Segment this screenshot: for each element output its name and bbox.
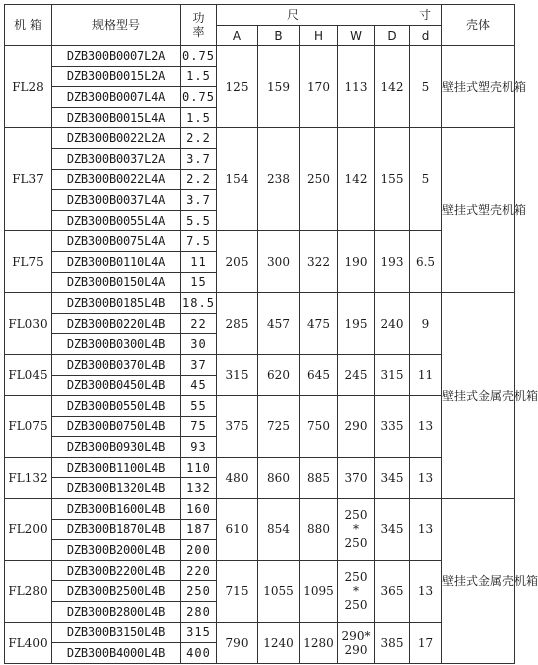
header-dim-w: W: [338, 26, 375, 46]
dim-d-cell: 6.5: [410, 231, 442, 293]
power-cell: 15: [181, 272, 217, 293]
dim-b-cell: 620: [258, 354, 300, 395]
dim-a-cell: 125: [217, 46, 258, 128]
header-dim-b: B: [258, 26, 300, 46]
model-cell: DZB300B0075L4A: [52, 231, 181, 252]
dim-w-cell: [338, 46, 375, 128]
dim-w-cell: [338, 622, 375, 663]
table-row: [5, 128, 515, 149]
dim-depth-cell: 345: [375, 457, 410, 498]
header-dim-d-depth: D: [375, 26, 410, 46]
dim-w-cell: [338, 396, 375, 458]
shell-cell: 壁挂式塑壳机箱: [442, 128, 515, 293]
header-power-line2: 率: [192, 25, 205, 39]
table-row: [5, 354, 515, 375]
power-cell: 30: [181, 334, 217, 355]
cabinet-cell: FL400: [5, 622, 52, 663]
model-cell: DZB300B0750L4B: [52, 416, 181, 437]
model-cell: DZB300B1100L4B: [52, 457, 181, 478]
model-cell: DZB300B1600L4B: [52, 499, 181, 520]
model-cell: DZB300B0022L2A: [52, 128, 181, 149]
power-cell: 315: [181, 622, 217, 643]
dim-d-cell: 17: [410, 622, 442, 663]
dim-h-cell: 475: [300, 293, 338, 355]
power-cell: 200: [181, 540, 217, 561]
dim-d-cell: 13: [410, 560, 442, 622]
dim-h-cell: 250: [300, 128, 338, 231]
cabinet-cell: FL28: [5, 46, 52, 128]
header-dim-d: d: [410, 26, 442, 46]
dim-w-line: 290*: [341, 628, 371, 643]
model-cell: DZB300B0370L4B: [52, 354, 181, 375]
dim-depth-cell: 345: [375, 499, 410, 561]
power-cell: 11: [181, 251, 217, 272]
header-dim-h: H: [300, 26, 338, 46]
dim-b-cell: 159: [258, 46, 300, 128]
power-cell: 187: [181, 519, 217, 540]
power-cell: 37: [181, 354, 217, 375]
dim-w-line: 290: [344, 642, 368, 657]
header-cabinet: 机 箱: [5, 5, 52, 46]
dim-a-cell: 154: [217, 128, 258, 231]
model-cell: DZB300B0220L4B: [52, 313, 181, 334]
dim-b-cell: 238: [258, 128, 300, 231]
dim-w-cell: [338, 499, 375, 561]
header-row-top: [5, 5, 515, 26]
cabinet-cell: FL045: [5, 354, 52, 395]
dim-d-cell: 13: [410, 499, 442, 561]
dim-w-line: 113: [344, 79, 368, 94]
dim-h-cell: 750: [300, 396, 338, 458]
dim-depth-cell: 365: [375, 560, 410, 622]
power-cell: 5.5: [181, 210, 217, 231]
dim-depth-cell: 155: [375, 128, 410, 231]
cabinet-cell: FL75: [5, 231, 52, 293]
power-cell: 18.5: [181, 293, 217, 314]
dim-a-cell: 285: [217, 293, 258, 355]
cabinet-cell: FL200: [5, 499, 52, 561]
dim-b-cell: 860: [258, 457, 300, 498]
header-shell: 壳体: [442, 5, 515, 46]
model-cell: DZB300B0150L4A: [52, 272, 181, 293]
table-row: [5, 457, 515, 478]
model-cell: DZB300B0930L4B: [52, 437, 181, 458]
dim-depth-cell: 335: [375, 396, 410, 458]
model-cell: DZB300B0022L4A: [52, 169, 181, 190]
dim-depth-cell: 240: [375, 293, 410, 355]
model-cell: DZB300B0015L4A: [52, 107, 181, 128]
model-cell: DZB300B0450L4B: [52, 375, 181, 396]
dim-d-cell: 11: [410, 354, 442, 395]
dim-depth-cell: 385: [375, 622, 410, 663]
model-cell: DZB300B2800L4B: [52, 602, 181, 623]
power-cell: 45: [181, 375, 217, 396]
shell-cell: 壁挂式金属壳机箱: [442, 293, 515, 499]
power-cell: 0.75: [181, 46, 217, 67]
dim-a-cell: 715: [217, 560, 258, 622]
power-cell: 160: [181, 499, 217, 520]
dim-h-cell: 645: [300, 354, 338, 395]
table-row: [5, 231, 515, 252]
dim-a-cell: 205: [217, 231, 258, 293]
header-size-char2: 寸: [419, 8, 432, 22]
dim-depth-cell: 315: [375, 354, 410, 395]
power-cell: 400: [181, 643, 217, 664]
power-cell: 1.5: [181, 66, 217, 87]
dim-d-cell: 5: [410, 46, 442, 128]
power-cell: 3.7: [181, 148, 217, 169]
power-cell: 280: [181, 602, 217, 623]
shell-cell: 壁挂式金属壳机箱: [442, 499, 515, 664]
model-cell: DZB300B2000L4B: [52, 540, 181, 561]
power-cell: 132: [181, 478, 217, 499]
spec-table: [4, 4, 538, 664]
power-cell: 1.5: [181, 107, 217, 128]
model-cell: DZB300B1320L4B: [52, 478, 181, 499]
dim-b-cell: 854: [258, 499, 300, 561]
dim-h-cell: 1095: [300, 560, 338, 622]
power-cell: 250: [181, 581, 217, 602]
dim-w-cell: [338, 293, 375, 355]
dim-b-cell: 1055: [258, 560, 300, 622]
dim-w-cell: [338, 231, 375, 293]
dim-depth-cell: 193: [375, 231, 410, 293]
dim-h-cell: 880: [300, 499, 338, 561]
dim-d-cell: 13: [410, 457, 442, 498]
model-cell: DZB300B4000L4B: [52, 643, 181, 664]
model-cell: DZB300B0007L4A: [52, 87, 181, 108]
dim-w-line: 250: [344, 598, 368, 613]
model-cell: DZB300B0037L4A: [52, 190, 181, 211]
model-cell: DZB300B1870L4B: [52, 519, 181, 540]
model-cell: DZB300B0550L4B: [52, 396, 181, 417]
dim-w-line: *: [353, 522, 359, 537]
dim-w-line: 250: [344, 570, 368, 585]
dim-b-cell: 457: [258, 293, 300, 355]
dim-w-line: 190: [344, 254, 368, 269]
header-size-char1: 尺: [286, 8, 299, 22]
dim-w-cell: [338, 457, 375, 498]
model-cell: DZB300B3150L4B: [52, 622, 181, 643]
power-cell: 55: [181, 396, 217, 417]
header-power-line1: 功: [192, 11, 205, 25]
dim-depth-cell: 142: [375, 46, 410, 128]
dim-w-line: 195: [344, 316, 368, 331]
model-cell: DZB300B2500L4B: [52, 581, 181, 602]
dim-a-cell: 375: [217, 396, 258, 458]
power-cell: 3.7: [181, 190, 217, 211]
dim-d-cell: 9: [410, 293, 442, 355]
dim-w-line: *: [353, 584, 359, 599]
dim-a-cell: 790: [217, 622, 258, 663]
dim-w-line: 142: [344, 172, 368, 187]
dim-w-line: 245: [344, 368, 368, 382]
dim-h-cell: 322: [300, 231, 338, 293]
cabinet-cell: FL132: [5, 457, 52, 498]
header-size: [217, 5, 442, 26]
dim-h-cell: 885: [300, 457, 338, 498]
power-cell: 7.5: [181, 231, 217, 252]
cabinet-cell: FL37: [5, 128, 52, 231]
model-cell: DZB300B0015L2A: [52, 66, 181, 87]
header-dim-a: A: [217, 26, 258, 46]
power-cell: 75: [181, 416, 217, 437]
dim-w-cell: [338, 128, 375, 231]
table-row: [5, 499, 515, 520]
table-row: [5, 396, 515, 417]
model-cell: DZB300B0037L2A: [52, 148, 181, 169]
shell-cell: 壁挂式塑壳机箱: [442, 46, 515, 128]
dim-w-line: 370: [344, 470, 368, 485]
dim-a-cell: 610: [217, 499, 258, 561]
spec-table-body: [5, 5, 538, 664]
power-cell: 110: [181, 457, 217, 478]
model-cell: DZB300B2200L4B: [52, 560, 181, 581]
model-cell: DZB300B0185L4B: [52, 293, 181, 314]
dim-d-cell: 5: [410, 128, 442, 231]
cabinet-cell: FL075: [5, 396, 52, 458]
dim-w-cell: [338, 560, 375, 622]
model-cell: DZB300B0055L4A: [52, 210, 181, 231]
dim-w-line: 250: [344, 536, 368, 551]
dim-w-line: 250: [344, 508, 368, 523]
header-model: 规格型号: [52, 5, 181, 46]
dim-d-cell: 13: [410, 396, 442, 458]
dim-w-cell: [338, 354, 375, 395]
dim-a-cell: 480: [217, 457, 258, 498]
power-cell: 0.75: [181, 87, 217, 108]
table-row: [5, 622, 515, 643]
model-cell: DZB300B0007L2A: [52, 46, 181, 67]
power-cell: 93: [181, 437, 217, 458]
dim-h-cell: 170: [300, 46, 338, 128]
dim-b-cell: 300: [258, 231, 300, 293]
table-row: [5, 560, 515, 581]
dim-h-cell: 1280: [300, 622, 338, 663]
dim-b-cell: 1240: [258, 622, 300, 663]
power-cell: 220: [181, 560, 217, 581]
power-cell: 2.2: [181, 128, 217, 149]
power-cell: 22: [181, 313, 217, 334]
cabinet-cell: FL030: [5, 293, 52, 355]
table-row: [5, 46, 515, 67]
cabinet-cell: FL280: [5, 560, 52, 622]
table-row: [5, 293, 515, 314]
dim-w-line: 290: [344, 419, 368, 434]
model-cell: DZB300B0300L4B: [52, 334, 181, 355]
dim-b-cell: 725: [258, 396, 300, 458]
power-cell: 2.2: [181, 169, 217, 190]
dim-a-cell: 315: [217, 354, 258, 395]
model-cell: DZB300B0110L4A: [52, 251, 181, 272]
header-power: [181, 5, 217, 46]
